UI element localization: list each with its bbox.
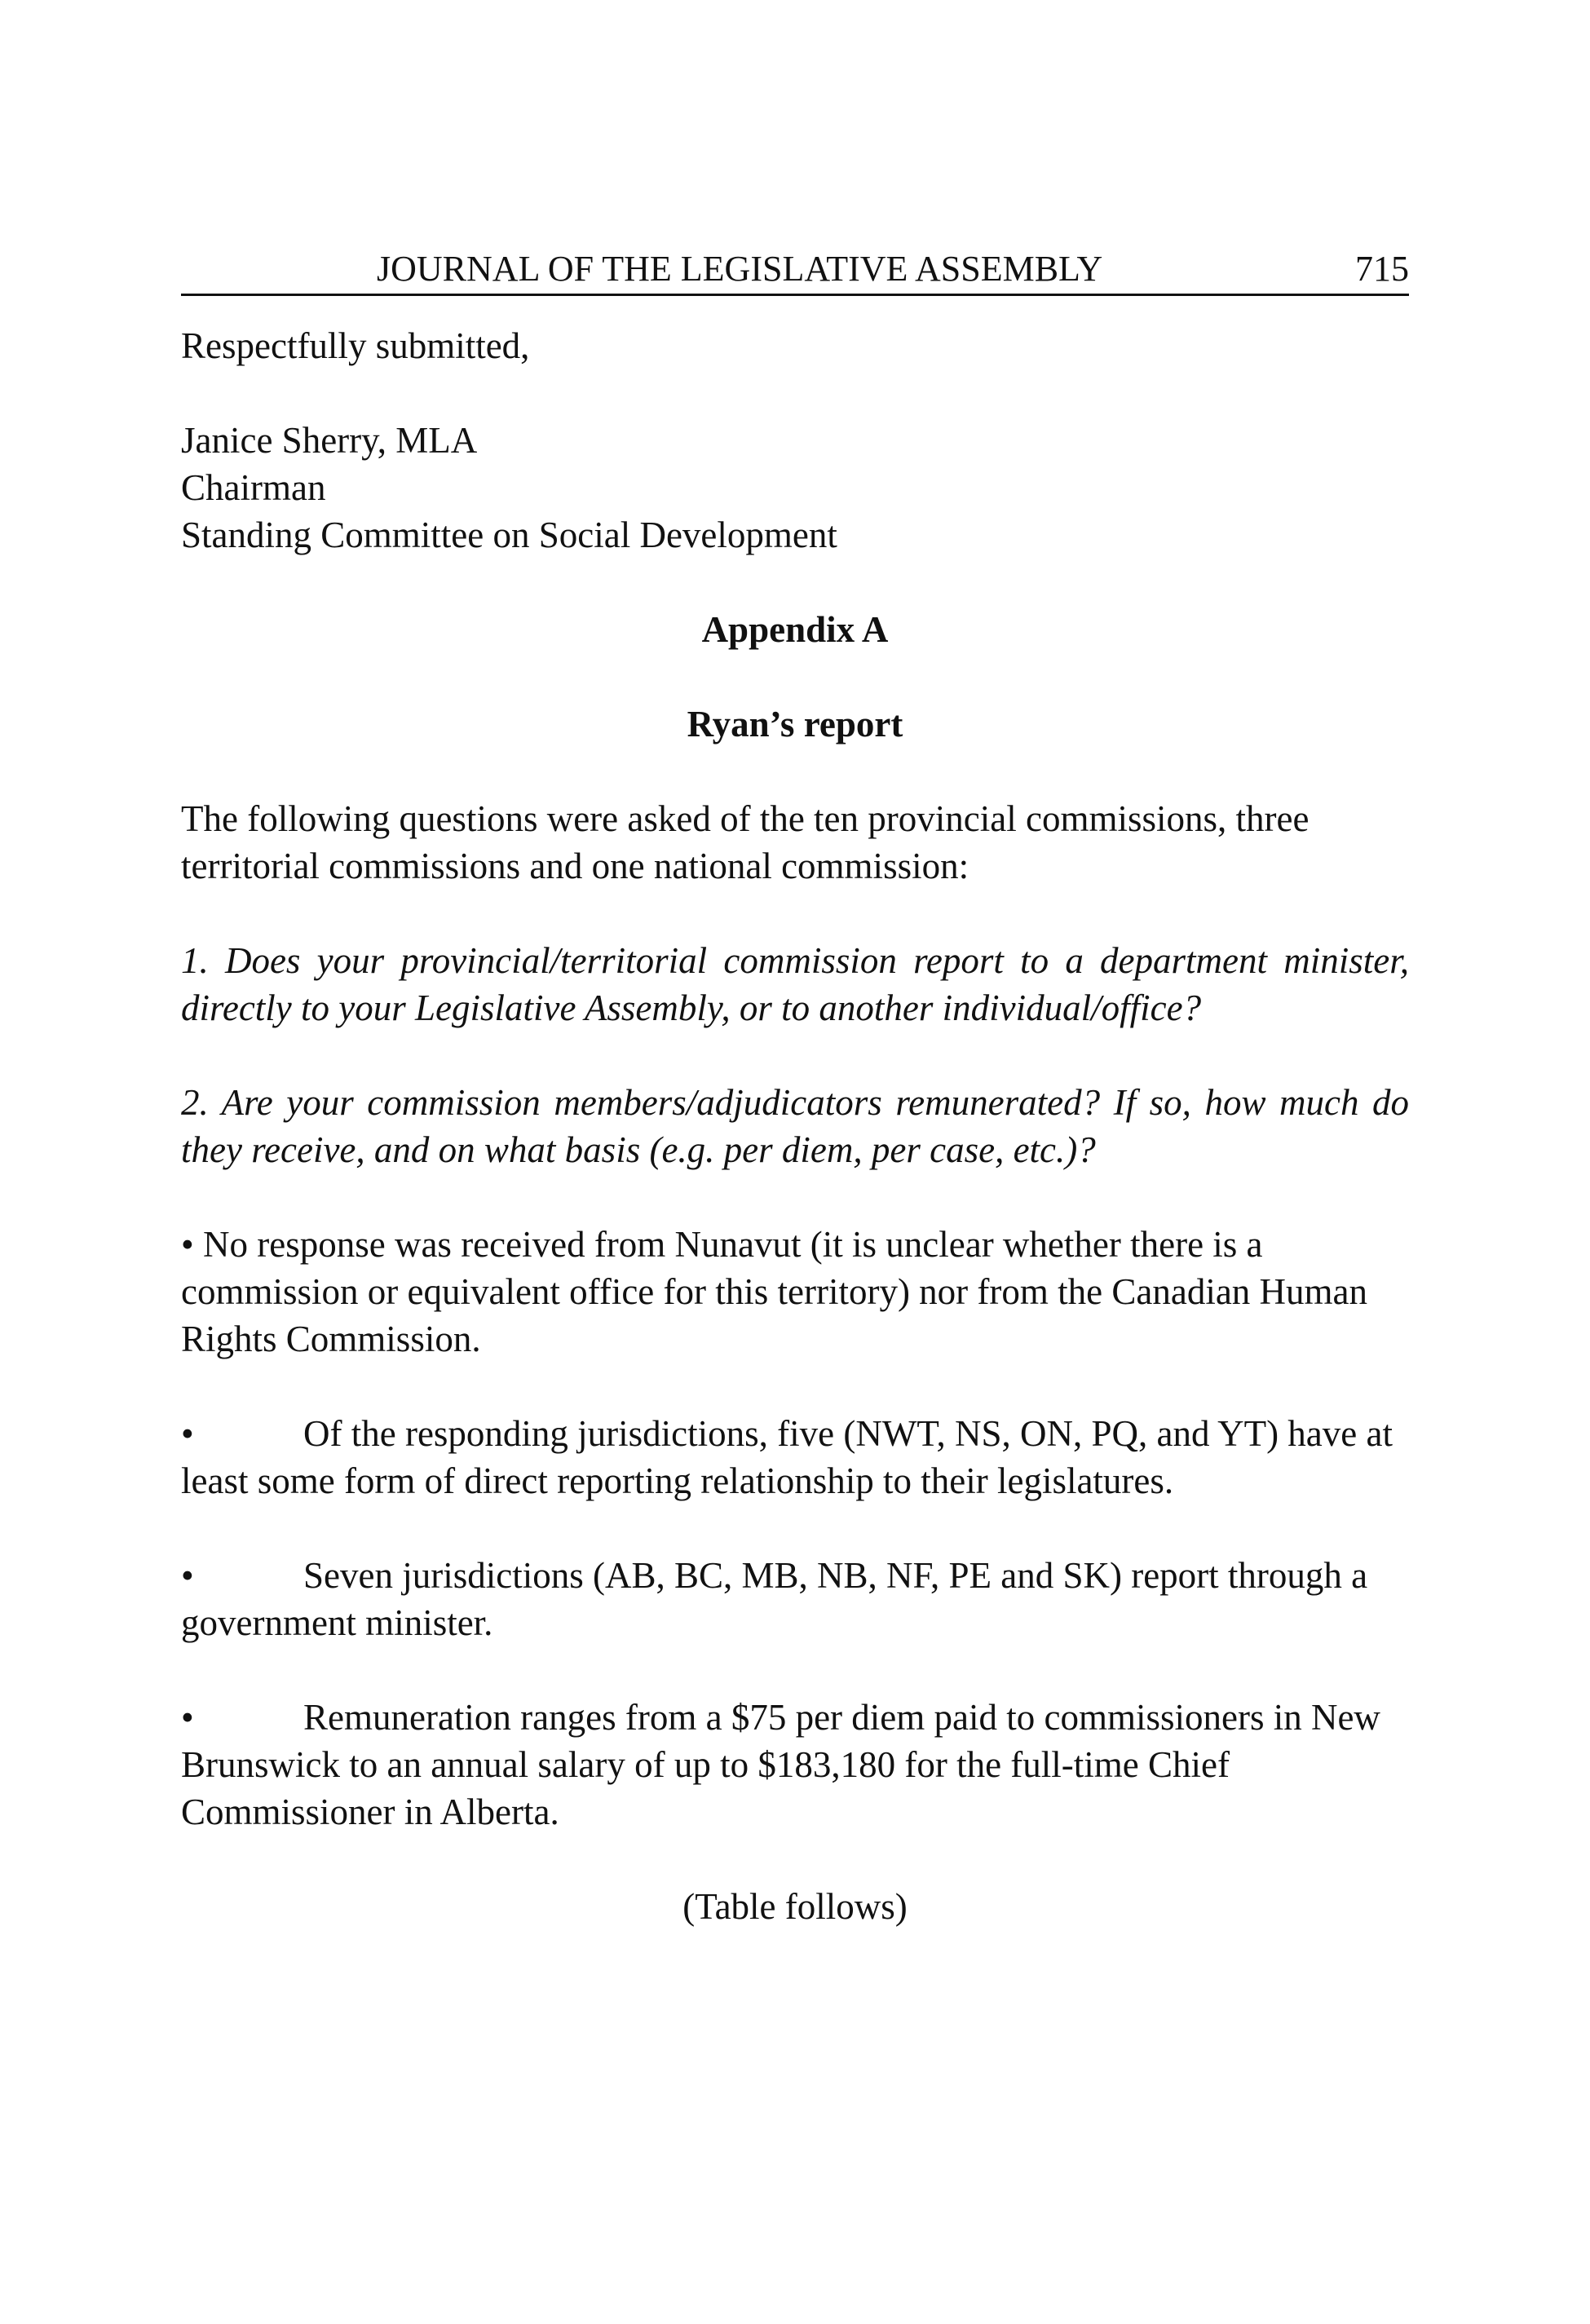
bullet-symbol: • bbox=[181, 1413, 194, 1454]
bullet-item-remuneration bbox=[181, 1694, 1409, 1836]
page-number: 715 bbox=[1355, 249, 1409, 289]
appendix-subheading: Ryan’s report bbox=[687, 704, 903, 744]
bullet-item-minister-reporting bbox=[181, 1552, 1409, 1646]
signatory-role: Chairman bbox=[181, 467, 326, 508]
journal-title: JOURNAL OF THE LEGISLATIVE ASSEMBLY bbox=[377, 249, 1103, 289]
question-2: 2. Are your commission members/adjudicators remunerated? If so, how much do they receive, and on what basis (e.g. per diem, per case, etc.)? bbox=[181, 1082, 1409, 1170]
bullet-text: Remuneration ranges from a $75 per diem paid to commissioners in New Brunswick to an annual salary of up to $183,180 for the full-time Chief Commissioner in Alberta. bbox=[181, 1697, 1380, 1832]
intro-paragraph: The following questions were asked of the ten provincial commissions, three territorial commissions and one national commission: bbox=[181, 798, 1310, 886]
bullet-item-direct-reporting bbox=[181, 1410, 1409, 1504]
bullet-text: Of the responding jurisdictions, five (NWT, NS, ON, PQ, and YT) have at least some form of direct reporting relationship to their legislatures. bbox=[181, 1413, 1393, 1501]
committee-name: Standing Committee on Social Development bbox=[181, 515, 837, 555]
appendix-heading: Appendix A bbox=[701, 609, 889, 650]
journal-page bbox=[181, 245, 1409, 1930]
signatory-name: Janice Sherry, MLA bbox=[181, 420, 478, 461]
bullet-symbol: • bbox=[181, 1555, 194, 1596]
table-follows-note: (Table follows) bbox=[682, 1886, 908, 1927]
question-1: 1. Does your provincial/territorial commission report to a department minister, directly to your Legislative Assembly, or to another individual/office? bbox=[181, 940, 1409, 1028]
closing-line: Respectfully submitted, bbox=[181, 325, 530, 366]
bullet-symbol: • bbox=[181, 1697, 194, 1738]
running-header bbox=[181, 245, 1409, 296]
bullet-text: Seven jurisdictions (AB, BC, MB, NB, NF, PE and SK) report through a government minister. bbox=[181, 1555, 1368, 1643]
bullet-item-nunavut: • No response was received from Nunavut (it is unclear whether there is a commission or equivalent office for this territory) nor from the Canadian Human Rights Commission. bbox=[181, 1224, 1368, 1359]
signature-block bbox=[181, 417, 1409, 559]
